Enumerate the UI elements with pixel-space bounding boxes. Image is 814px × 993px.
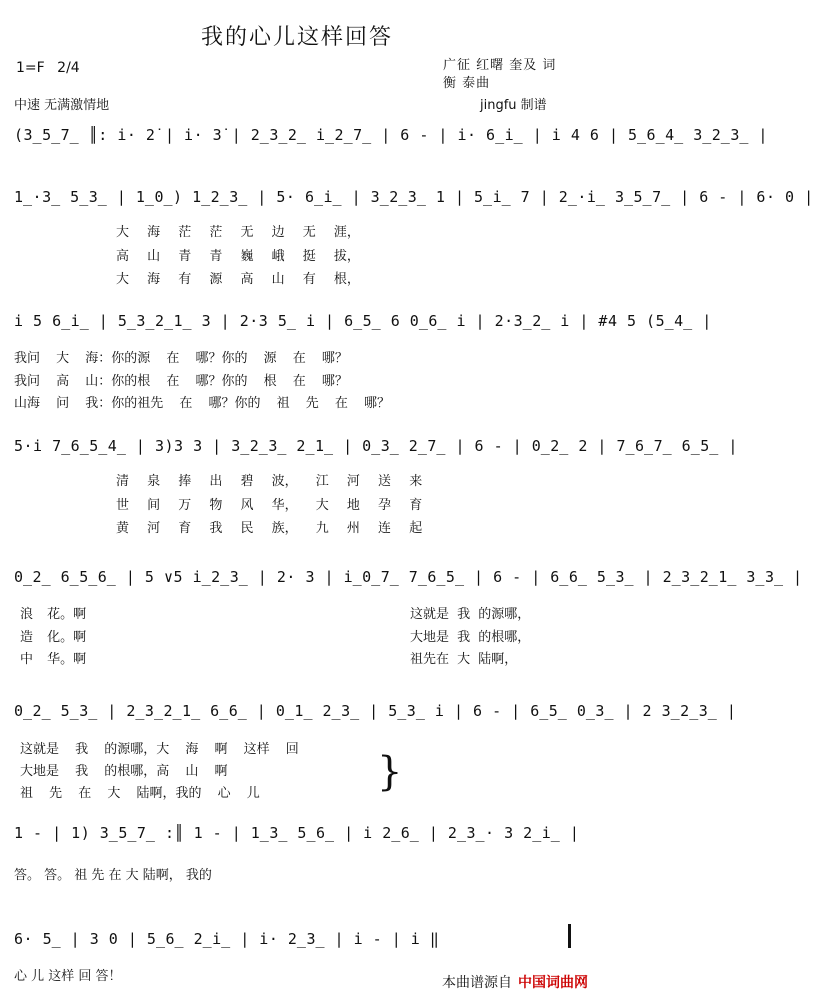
lyric-row: 祖 先 在 大 陆啊，我的 心 儿 xyxy=(20,786,260,801)
lyric-row: 黄 河 育 我 民 族， 九 州 连 起 xyxy=(116,521,423,536)
key-value: 1=F xyxy=(16,60,45,76)
lyric-brace: } xyxy=(377,749,403,795)
lyric-row: 大地是 我 的根哪， xyxy=(410,630,531,645)
lyric-row: 大地是 我 的根哪，高 山 啊 xyxy=(20,764,228,779)
lyric-row: 造 化。啊 xyxy=(20,630,87,645)
lyric-row: 答。 答。 祖 先 在 大 陆啊， 我的 xyxy=(14,868,212,883)
lyric-row: 这就是 我 的源哪， xyxy=(410,607,531,622)
staff-line-8: 6· 5̲ | 3 0 | 5̲6̲ 2̲i̲ | i· 2̲3̲ | i - | i ‖ xyxy=(14,930,440,948)
staff-line-3: i 5 6̲i̲ | 5̲3̲2̲1̲ 3 | 2·3 5̲ i | 6̲5̲ 6 0̲6̲ i | 2·3̲2̲ i | #4 5 (5̲4̲ | xyxy=(14,312,712,330)
lyric-row: 大 海 茫 茫 无 边 无 涯， xyxy=(116,225,360,240)
lyric-row: 世 间 万 物 风 华， 大 地 孕 育 xyxy=(116,498,423,513)
lyric-row: 我问 大 海：你的源 在 哪？你的 源 在 哪？ xyxy=(14,351,348,366)
lyric-row: 这就是 我 的源哪，大 海 啊 这样 回 xyxy=(20,742,299,757)
time-signature: 2/4 xyxy=(57,60,80,76)
staff-line-1: (3̲5̲7̲ ║: i· 2̇ | i· 3̇ | 2̲3̲2̲ i̲2̲7̲ | 6 - | i· 6̲i̲ | i 4 6 | 5̲6̲4̲ 3̲2̲3̲ | xyxy=(14,126,768,144)
site-link[interactable]: 中国词曲网 xyxy=(518,975,588,991)
staff-line-7: 1 - | 1) 3̲5̲7̲ :║ 1 - | 1̲3̲ 5̲6̲ | i 2̲6̲ | 2̲3̲· 3 2̲i̲ | xyxy=(14,824,580,842)
lyric-row: 浪 花。啊 xyxy=(20,607,87,622)
arranger-credit: jingfu 制谱 xyxy=(480,98,547,113)
lyric-row: 高 山 青 青 巍 峨 挺 拔， xyxy=(116,249,360,264)
staff-line-5: 0̲2̲ 6̲5̲6̲ | 5 ∨5 i̲2̲3̲ | 2· 3 | i̲0̲7̲ 7̲6̲5̲ | 6 - | 6̲6̲ 5̲3̲ | 2̲3̲2̲1̲ 3̲3̲ | xyxy=(14,568,803,586)
page-title: 我的心儿这样回答 xyxy=(200,25,393,50)
lyric-row: 心 儿 这样 回 答！ xyxy=(14,969,122,984)
final-barline xyxy=(568,924,571,948)
staff-line-2: 1̲·3̲ 5̲3̲ | 1̲0̲) 1̲2̲3̲ | 5· 6̲i̲ | 3̲2̲3̲ 1 | 5̲i̲ 7 | 2̲·i̲ 3̲5̲7̲ | 6 - | 6· 0 | xyxy=(14,188,814,206)
lyric-row: 中 华。啊 xyxy=(20,652,87,667)
staff-line-4: 5·i 7̲6̲5̲4̲ | 3)3 3 | 3̲2̲3̲ 2̲1̲ | 0̲3̲ 2̲7̲ | 6 - | 0̲2̲ 2 | 7̲6̲7̲ 6̲5̲ | xyxy=(14,437,738,455)
tempo-marking: 中速 无满激情地 xyxy=(14,98,110,113)
staff-line-6: 0̲2̲ 5̲3̲ | 2̲3̲2̲1̲ 6̲6̲ | 0̲1̲ 2̲3̲ | 5̲3̲ i | 6 - | 6̲5̲ 0̲3̲ | 2 3̲2̲3̲ | xyxy=(14,702,737,720)
lyric-row: 我问 高 山：你的根 在 哪？你的 根 在 哪？ xyxy=(14,374,348,389)
composer-credit: 衡 泰曲 xyxy=(443,76,491,91)
lyricist-credit: 广征 红曙 奎及 词 xyxy=(443,58,557,73)
key-signature xyxy=(16,60,80,76)
lyric-row: 山海 问 我：你的祖先 在 哪？你的 祖 先 在 哪？ xyxy=(14,396,391,411)
lyric-row: 清 泉 捧 出 碧 波， 江 河 送 来 xyxy=(116,474,423,489)
lyric-row: 大 海 有 源 高 山 有 根， xyxy=(116,272,360,287)
lyric-row: 祖先在 大 陆啊， xyxy=(410,652,518,667)
source-label: 本曲谱源自 xyxy=(442,975,512,991)
source-footer xyxy=(442,972,588,992)
